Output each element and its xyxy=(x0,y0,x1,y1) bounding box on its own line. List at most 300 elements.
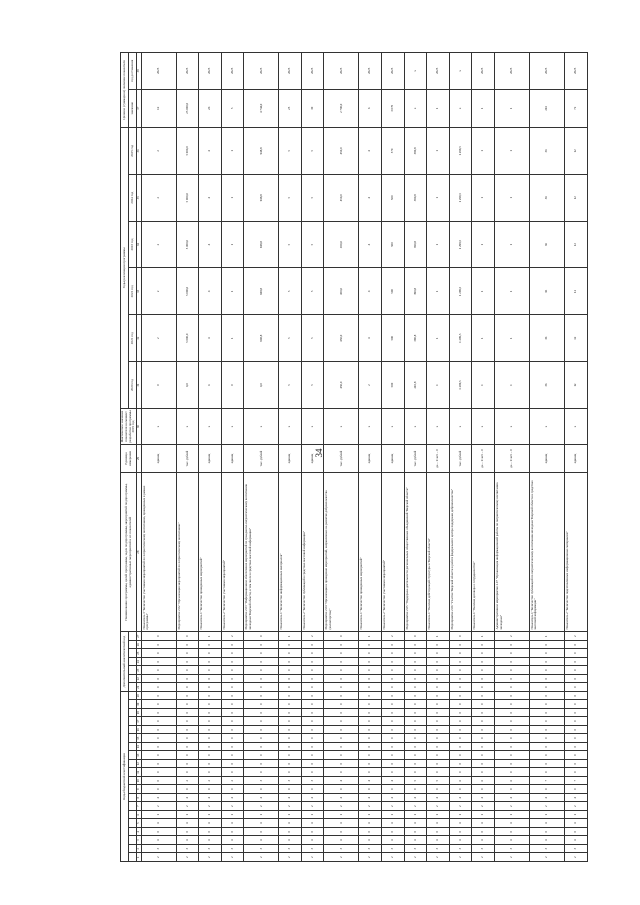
column-number: 38 xyxy=(137,53,142,90)
year-value-cell: 36 xyxy=(529,268,564,315)
rotated-table-container xyxy=(120,52,581,862)
code-cell: 0 xyxy=(176,666,199,675)
code-cell: 3 xyxy=(176,845,199,854)
code-cell: 6 xyxy=(495,777,530,786)
code-cell: 0 xyxy=(427,785,450,794)
code-cell: 0 xyxy=(301,683,324,692)
code-cell: 0 xyxy=(359,717,382,726)
year-value-cell: 1 xyxy=(221,268,244,315)
header-extra-code: Дополнительный аналитический код xyxy=(121,632,129,692)
code-cell: 2 xyxy=(529,802,564,811)
code-cell: 4 xyxy=(529,794,564,803)
code-cell: 0 xyxy=(359,726,382,735)
column-number: 11 xyxy=(137,768,142,777)
code-cell: 4 xyxy=(141,794,176,803)
table-row xyxy=(141,53,176,862)
code-cell: 0 xyxy=(221,768,244,777)
year-value-cell: 4 xyxy=(359,315,382,362)
code-cell: 0 xyxy=(359,760,382,769)
final-year-cell: 2025 xyxy=(279,53,302,90)
header-unit: Единица измерения xyxy=(121,445,137,473)
code-cell: 0 xyxy=(301,734,324,743)
code-cell: 0 xyxy=(279,760,302,769)
year-value-cell: 1 xyxy=(427,221,450,268)
code-cell: 4 xyxy=(176,836,199,845)
final-year-cell: 2025 xyxy=(427,53,450,90)
code-cell: 4 xyxy=(427,836,450,845)
table-row xyxy=(279,53,302,862)
code-cell: 1 xyxy=(359,632,382,641)
code-cell: 0 xyxy=(564,674,587,683)
fact-cell: х xyxy=(199,408,222,444)
year-value-cell: 1 299,5 xyxy=(449,127,472,174)
code-cell: 0 xyxy=(199,760,222,769)
code-cell: 0 xyxy=(141,726,176,735)
code-cell: 0 xyxy=(427,768,450,777)
code-cell: 0 xyxy=(404,649,427,658)
year-value-cell: 5 xyxy=(301,362,324,409)
code-cell: 0 xyxy=(564,666,587,675)
unit-cell: единиц xyxy=(529,445,564,473)
code-cell: 1 xyxy=(529,811,564,820)
year-value-cell: 2 xyxy=(141,315,176,362)
code-cell: 0 xyxy=(221,726,244,735)
code-cell: 0 xyxy=(472,785,495,794)
code-cell: 0 xyxy=(301,666,324,675)
code-cell: 0 xyxy=(381,649,404,658)
code-cell: 1 xyxy=(427,632,450,641)
column-number: 17 xyxy=(137,717,142,726)
code-cell: 0 xyxy=(359,709,382,718)
year-value-cell: 390,8 xyxy=(404,174,427,221)
code-cell: 0 xyxy=(564,760,587,769)
code-cell: 2 xyxy=(141,853,176,862)
year-value-cell: 1 xyxy=(495,315,530,362)
code-cell: 4 xyxy=(244,836,279,845)
column-number: 10 xyxy=(137,777,142,786)
code-cell: 0 xyxy=(324,760,359,769)
code-cell: 0 xyxy=(427,717,450,726)
code-cell: 0 xyxy=(529,691,564,700)
code-cell: 7 xyxy=(564,777,587,786)
code-cell: 0 xyxy=(404,632,427,641)
code-cell: 0 xyxy=(381,743,404,752)
code-cell: 0 xyxy=(324,743,359,752)
code-cell: 4 xyxy=(359,777,382,786)
column-number: 32 xyxy=(137,315,142,362)
code-cell: 0 xyxy=(359,751,382,760)
code-cell: 0 xyxy=(221,717,244,726)
fact-cell: х xyxy=(381,408,404,444)
year-value-cell: 500 xyxy=(381,174,404,221)
code-cell: 4 xyxy=(404,794,427,803)
column-number: 2 xyxy=(137,845,142,854)
code-cell: 0 xyxy=(564,768,587,777)
code-cell: 0 xyxy=(472,649,495,658)
code-cell: 0 xyxy=(472,640,495,649)
code-cell: 0 xyxy=(221,828,244,837)
code-cell: 0 xyxy=(472,700,495,709)
indicator-name: Показатель 3 "Количество участников мероприятий по патриотическому воспитанию, проведенных в рамках программы" xyxy=(141,472,176,632)
table-row xyxy=(449,53,472,862)
code-cell: 0 xyxy=(381,717,404,726)
code-cell: 1 xyxy=(472,632,495,641)
code-cell: 0 xyxy=(404,785,427,794)
code-cell: 0 xyxy=(221,785,244,794)
year-value-cell: 0,0 xyxy=(244,362,279,409)
final-year-cell: 2025 xyxy=(472,53,495,90)
column-number: 14 xyxy=(137,743,142,752)
final-year-cell: 2025 xyxy=(221,53,244,90)
code-cell: 0 xyxy=(279,683,302,692)
final-year-cell: 2025 xyxy=(324,53,359,90)
code-cell: 0 xyxy=(381,700,404,709)
header-final-year: год достижения xyxy=(129,53,137,90)
code-cell: 0 xyxy=(176,691,199,700)
year-value-cell: 4 xyxy=(359,174,382,221)
indicator-name: Показатель 2 "Количество публикаций в средствах массовой информации" xyxy=(301,472,324,632)
final-year-cell: 2025 xyxy=(301,53,324,90)
code-cell: 0 xyxy=(381,683,404,692)
code-cell: 0 xyxy=(199,768,222,777)
fact-cell: х xyxy=(427,408,450,444)
year-value-cell: 500 xyxy=(381,221,404,268)
code-cell: 0 xyxy=(244,657,279,666)
code-cell: 0 xyxy=(449,828,472,837)
year-value-cell: 0 xyxy=(141,362,176,409)
code-cell: 4 xyxy=(495,819,530,828)
year-value-cell: 390,8 xyxy=(404,221,427,268)
code-cell: 1 xyxy=(495,811,530,820)
code-cell: 0 xyxy=(176,768,199,777)
unit-cell: единиц xyxy=(279,445,302,473)
header-year: 2021 год xyxy=(129,315,137,362)
column-number: 20 xyxy=(137,691,142,700)
code-cell: 0 xyxy=(495,666,530,675)
code-cell: 0 xyxy=(324,674,359,683)
code-cell: 4 xyxy=(301,819,324,828)
year-value-cell: 6 xyxy=(199,362,222,409)
year-value-cell: 390,8 xyxy=(404,315,427,362)
code-cell: 0 xyxy=(495,743,530,752)
code-cell: 4 xyxy=(221,836,244,845)
final-value-cell: 30 xyxy=(301,89,324,127)
unit-cell: единиц xyxy=(141,445,176,473)
code-cell: 0 xyxy=(529,717,564,726)
code-cell: 0 xyxy=(176,785,199,794)
code-cell: 0 xyxy=(564,726,587,735)
code-cell: 0 xyxy=(244,717,279,726)
year-value-cell: 4 xyxy=(359,221,382,268)
code-cell: 1 xyxy=(324,811,359,820)
final-year-cell: 2025 xyxy=(359,53,382,90)
code-cell: 0 xyxy=(324,657,359,666)
final-year-cell: 2025 xyxy=(529,53,564,90)
code-cell: 4 xyxy=(324,794,359,803)
code-cell: 5 xyxy=(404,777,427,786)
code-cell: 3 xyxy=(324,845,359,854)
year-value-cell: 4 xyxy=(199,174,222,221)
code-cell: 0 xyxy=(564,683,587,692)
code-cell: 0 xyxy=(359,657,382,666)
table-row xyxy=(301,53,324,862)
code-cell: 0 xyxy=(221,674,244,683)
code-cell: 0 xyxy=(381,734,404,743)
year-value-cell: 4 xyxy=(359,268,382,315)
code-cell: 7 xyxy=(529,777,564,786)
code-cell: 0 xyxy=(279,709,302,718)
code-cell: 2 xyxy=(529,853,564,862)
code-cell: 4 xyxy=(199,794,222,803)
code-cell: 0 xyxy=(324,632,359,641)
code-cell: 0 xyxy=(427,726,450,735)
code-cell: 0 xyxy=(449,632,472,641)
code-cell: 0 xyxy=(529,734,564,743)
code-cell: 0 xyxy=(141,700,176,709)
table-row xyxy=(472,53,495,862)
code-cell: 0 xyxy=(381,726,404,735)
header-final: Целевое (суммарное) значение показателя xyxy=(121,53,129,128)
code-cell: 0 xyxy=(244,666,279,675)
code-cell: 4 xyxy=(279,819,302,828)
code-cell: 0 xyxy=(221,666,244,675)
code-cell: 0 xyxy=(404,640,427,649)
year-value-cell: 5 000,0 xyxy=(176,315,199,362)
code-cell: 2 xyxy=(221,632,244,641)
year-value-cell: 4 xyxy=(199,221,222,268)
code-cell: 0 xyxy=(279,743,302,752)
year-value-cell: 1 xyxy=(495,127,530,174)
year-value-cell: 1 xyxy=(472,362,495,409)
code-cell: 0 xyxy=(176,828,199,837)
code-cell: 1 xyxy=(279,632,302,641)
code-cell: 0 xyxy=(301,785,324,794)
code-cell: 0 xyxy=(449,700,472,709)
code-cell: 3 xyxy=(529,845,564,854)
code-cell: 4 xyxy=(529,836,564,845)
final-year-cell: х xyxy=(449,53,472,90)
code-cell: 0 xyxy=(324,640,359,649)
code-cell: 4 xyxy=(141,836,176,845)
code-cell: 0 xyxy=(449,649,472,658)
code-cell: 0 xyxy=(244,700,279,709)
year-value-cell: 2 xyxy=(141,268,176,315)
column-number: 3 xyxy=(137,836,142,845)
code-cell: 0 xyxy=(529,640,564,649)
column-number: 18 xyxy=(137,709,142,718)
code-cell: 0 xyxy=(221,700,244,709)
code-cell: 0 xyxy=(141,785,176,794)
column-number: 23 xyxy=(137,666,142,675)
code-cell: 0 xyxy=(359,640,382,649)
code-cell: 0 xyxy=(279,717,302,726)
code-cell: 0 xyxy=(359,785,382,794)
code-cell: 0 xyxy=(141,743,176,752)
code-cell: 0 xyxy=(404,751,427,760)
code-cell: 0 xyxy=(472,657,495,666)
code-cell: 0 xyxy=(359,674,382,683)
code-cell: 0 xyxy=(427,666,450,675)
code-cell: 0 xyxy=(244,674,279,683)
code-cell: 0 xyxy=(404,691,427,700)
year-value-cell: 5 xyxy=(301,127,324,174)
code-cell: 0 xyxy=(199,674,222,683)
code-cell: 0 xyxy=(449,760,472,769)
code-cell: 0 xyxy=(472,743,495,752)
table-row xyxy=(176,53,199,862)
code-cell: 2 xyxy=(221,802,244,811)
code-cell: 0 xyxy=(381,674,404,683)
code-cell: 0 xyxy=(301,700,324,709)
code-cell: 0 xyxy=(301,760,324,769)
code-cell: 0 xyxy=(404,768,427,777)
year-value-cell: 1 xyxy=(427,362,450,409)
fact-cell: х xyxy=(141,408,176,444)
column-number: 30 xyxy=(137,408,142,444)
year-value-cell: 12 xyxy=(564,315,587,362)
fact-cell: х xyxy=(244,408,279,444)
fact-cell: х xyxy=(404,408,427,444)
code-cell: 0 xyxy=(176,674,199,683)
code-cell: 0 xyxy=(324,691,359,700)
final-value-cell: 3 070 xyxy=(381,89,404,127)
final-value-cell: х xyxy=(449,89,472,127)
unit-cell: тыс. рублей xyxy=(404,445,427,473)
code-cell: 0 xyxy=(564,785,587,794)
code-cell: 2 xyxy=(176,777,199,786)
code-cell: 4 xyxy=(381,777,404,786)
year-value-cell: 948,8 xyxy=(244,221,279,268)
code-cell: 0 xyxy=(495,640,530,649)
code-cell: 0 xyxy=(404,726,427,735)
unit-cell: тыс. рублей xyxy=(324,445,359,473)
fact-cell: х xyxy=(495,408,530,444)
code-cell: 1 xyxy=(381,811,404,820)
code-cell: 0 xyxy=(427,649,450,658)
code-cell: 0 xyxy=(381,751,404,760)
table-row xyxy=(564,53,587,862)
code-cell: 0 xyxy=(176,640,199,649)
unit-cell: единиц xyxy=(301,445,324,473)
indicator-name: Показатель 2 "Количество подготовленных информационных материалов" xyxy=(564,472,587,632)
code-cell: 0 xyxy=(301,717,324,726)
code-cell: 0 xyxy=(564,691,587,700)
code-cell: 0 xyxy=(529,674,564,683)
code-cell: 0 xyxy=(449,657,472,666)
code-cell: 2 xyxy=(381,853,404,862)
code-cell: 0 xyxy=(529,709,564,718)
code-cell: 0 xyxy=(244,785,279,794)
final-value-cell: 6 xyxy=(359,89,382,127)
code-cell: 1 xyxy=(199,811,222,820)
code-cell: 0 xyxy=(564,700,587,709)
year-value-cell: 1 299,5 xyxy=(449,221,472,268)
code-cell: 0 xyxy=(244,691,279,700)
code-cell: 0 xyxy=(404,828,427,837)
program-indicators-table xyxy=(120,52,588,862)
code-cell: 1 xyxy=(221,811,244,820)
code-cell: 2 xyxy=(199,777,222,786)
code-cell: 0 xyxy=(359,649,382,658)
code-cell: 0 xyxy=(279,674,302,683)
code-cell: 2 xyxy=(199,802,222,811)
header-years: Годы реализации программы xyxy=(121,127,129,408)
code-cell: 0 xyxy=(472,760,495,769)
final-value-cell: 4 744,0 xyxy=(244,89,279,127)
code-cell: 4 xyxy=(564,819,587,828)
code-cell: 2 xyxy=(359,853,382,862)
fact-cell: х xyxy=(279,408,302,444)
code-cell: 1 xyxy=(199,632,222,641)
year-value-cell: 2 xyxy=(141,127,176,174)
code-cell: 0 xyxy=(176,743,199,752)
code-cell: 4 xyxy=(427,794,450,803)
code-cell: 0 xyxy=(495,717,530,726)
code-cell: 0 xyxy=(244,743,279,752)
code-cell: 0 xyxy=(564,828,587,837)
table-row xyxy=(427,53,450,862)
code-cell: 0 xyxy=(199,751,222,760)
code-cell: 0 xyxy=(279,691,302,700)
code-cell: 0 xyxy=(301,674,324,683)
code-cell: 0 xyxy=(427,657,450,666)
year-value-cell: 948,8 xyxy=(244,315,279,362)
code-cell: 0 xyxy=(199,726,222,735)
code-cell: 4 xyxy=(449,794,472,803)
year-value-cell: 1 xyxy=(427,268,450,315)
code-cell: 0 xyxy=(427,760,450,769)
final-year-cell: 2025 xyxy=(495,53,530,90)
code-cell: 4 xyxy=(472,819,495,828)
indicator-name: Показатель 2 "Количество участников мероприятий" xyxy=(381,472,404,632)
code-cell: 0 xyxy=(359,666,382,675)
code-cell: 0 xyxy=(199,743,222,752)
code-cell: 0 xyxy=(221,691,244,700)
code-cell: 0 xyxy=(141,751,176,760)
code-cell: 4 xyxy=(564,794,587,803)
code-cell: 3 xyxy=(244,845,279,854)
code-cell: 0 xyxy=(472,683,495,692)
code-cell: 0 xyxy=(199,640,222,649)
year-value-cell: 4 xyxy=(359,127,382,174)
code-cell: 0 xyxy=(427,828,450,837)
final-value-cell: 1 xyxy=(427,89,450,127)
code-cell: 2 xyxy=(449,853,472,862)
code-cell: 2 xyxy=(427,802,450,811)
year-value-cell: 5 xyxy=(301,221,324,268)
column-number: 12 xyxy=(137,760,142,769)
code-cell: 0 xyxy=(221,640,244,649)
code-cell: 0 xyxy=(279,726,302,735)
indicator-name: Мероприятие 2.06 "Участие Тверской области в работе федерального центра поддержки добровольчества" xyxy=(449,472,472,632)
code-cell: 0 xyxy=(324,709,359,718)
final-year-cell: 2025 xyxy=(244,53,279,90)
column-number: 24 xyxy=(137,657,142,666)
code-cell: 0 xyxy=(495,691,530,700)
code-cell: 2 xyxy=(324,802,359,811)
code-cell: 0 xyxy=(301,691,324,700)
code-cell: 0 xyxy=(472,734,495,743)
unit-cell: тыс. рублей xyxy=(244,445,279,473)
table-row xyxy=(221,53,244,862)
code-cell: 2 xyxy=(495,802,530,811)
column-number: 8 xyxy=(137,794,142,803)
code-cell: 0 xyxy=(279,640,302,649)
code-cell: 0 xyxy=(495,785,530,794)
code-cell: 0 xyxy=(141,717,176,726)
year-value-cell: 36 xyxy=(529,362,564,409)
code-cell: 0 xyxy=(472,828,495,837)
